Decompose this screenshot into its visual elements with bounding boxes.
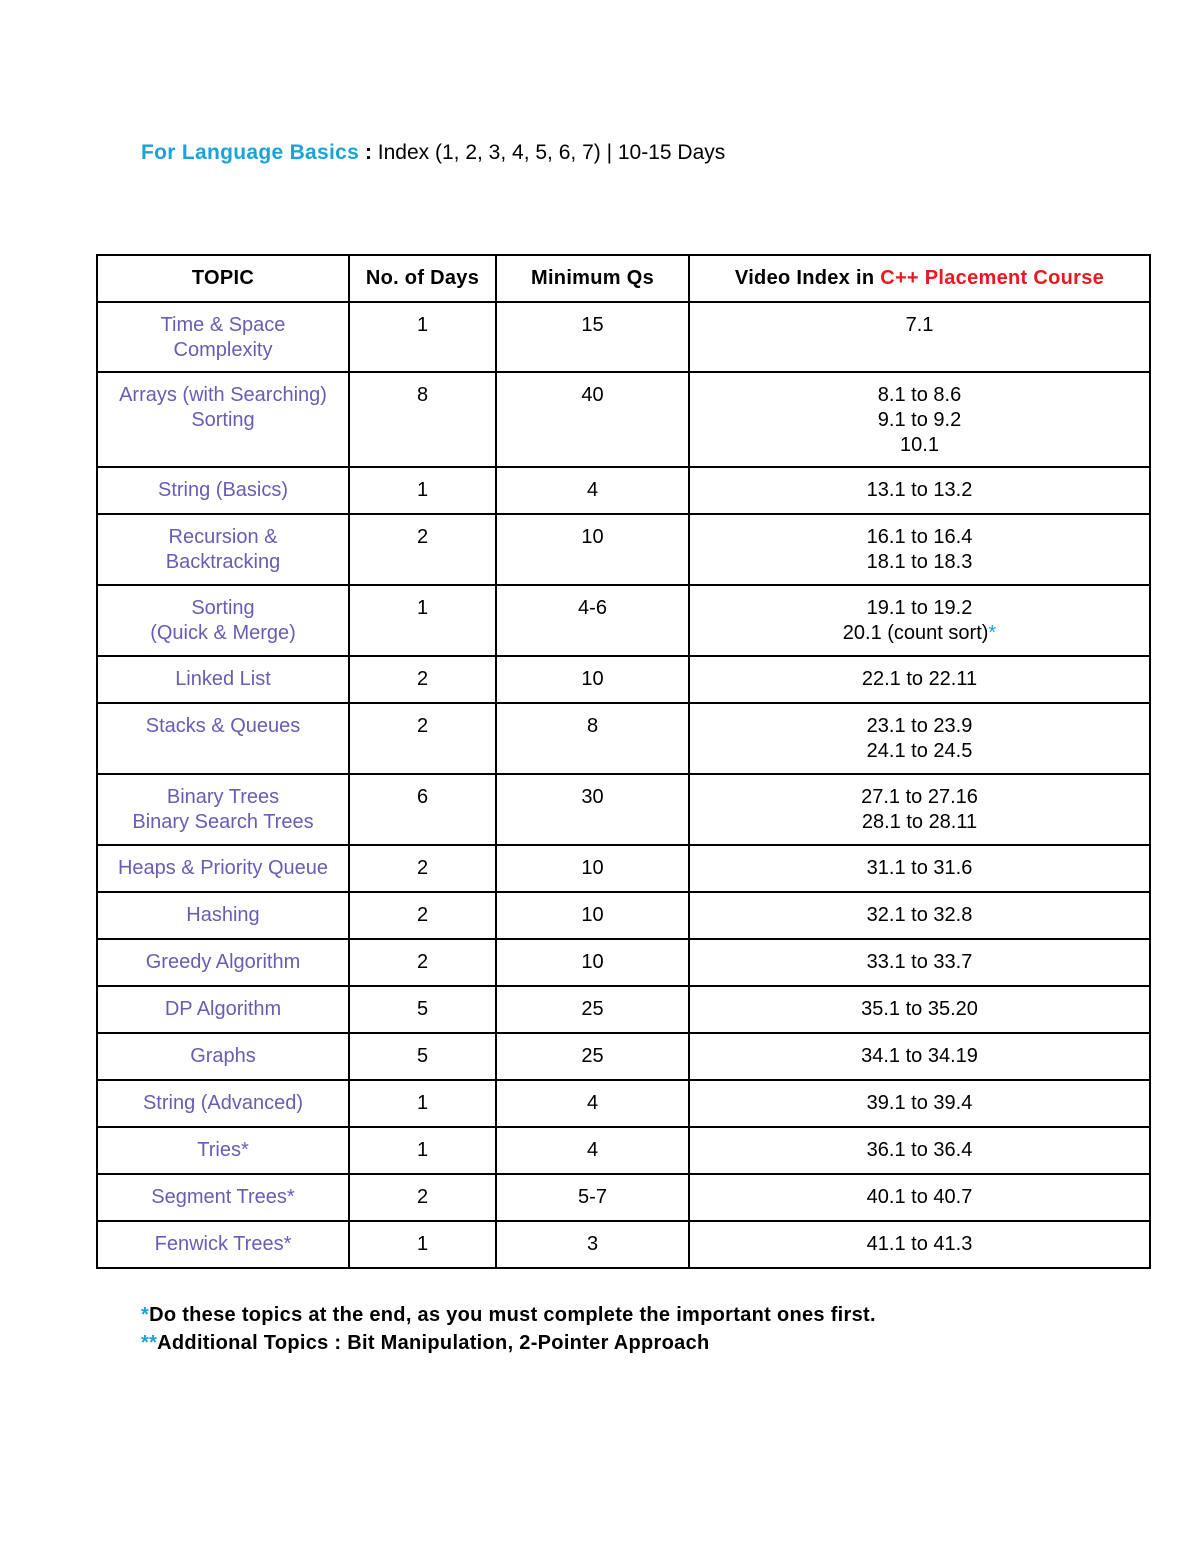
video-index-line [694,383,1145,408]
table-row [97,1127,1150,1174]
min-qs-cell: 8 [496,703,689,774]
video-index-cell [689,585,1150,656]
table-row [97,1080,1150,1127]
table-row [97,1174,1150,1221]
min-qs-cell: 4 [496,1127,689,1174]
min-qs-cell: 10 [496,939,689,986]
days-cell: 2 [349,656,496,703]
days-cell: 2 [349,845,496,892]
video-index-text: 19.1 to 19.2 [866,597,973,619]
video-index-text: 27.1 to 27.16 [861,786,978,808]
min-qs-cell: 4 [496,467,689,514]
header-course-name: C++ Placement Course [880,267,1105,289]
footnote-additional-topics [141,1332,710,1355]
days-cell: 2 [349,703,496,774]
video-index-text: 31.1 to 31.6 [866,857,973,879]
video-index-text: 41.1 to 41.3 [866,1233,973,1255]
min-qs-cell: 15 [496,302,689,372]
days-cell: 6 [349,774,496,845]
table-row [97,302,1150,372]
topic-cell [97,845,349,892]
days-cell: 2 [349,939,496,986]
topic-cell [97,467,349,514]
footnote-asterisk: * [141,1304,150,1326]
days-cell: 1 [349,302,496,372]
topic-cell [97,1221,349,1268]
video-index-text: 7.1 [905,314,934,336]
study-plan-table [96,254,1151,1269]
video-index-cell [689,372,1150,467]
video-index-line [694,950,1145,975]
video-index-line [694,1185,1145,1210]
min-qs-cell: 25 [496,1033,689,1080]
video-index-cell [689,845,1150,892]
min-qs-cell: 10 [496,514,689,585]
topic-line: Backtracking [165,551,281,573]
video-index-text: 10.1 [900,434,939,456]
header-days: No. of Days [349,255,496,302]
video-index-text: 39.1 to 39.4 [866,1092,973,1114]
table-header-row [97,255,1150,302]
intro-rest: Index (1, 2, 3, 4, 5, 6, 7) | 10-15 Days [377,141,726,164]
min-qs-cell: 25 [496,986,689,1033]
days-cell: 2 [349,1174,496,1221]
footnote-double-asterisk: ** [141,1332,158,1354]
min-qs-cell: 40 [496,372,689,467]
topic-line: Linked List [175,668,271,690]
topic-line: Heaps & Priority Queue [117,857,329,879]
intro-separator: : [364,141,372,164]
days-cell: 2 [349,514,496,585]
video-index-text: 35.1 to 35.20 [861,998,978,1020]
topic-cell [97,703,349,774]
topic-cell [97,774,349,845]
table-row [97,372,1150,467]
days-cell: 5 [349,1033,496,1080]
header-min-qs: Minimum Qs [496,255,689,302]
video-index-cell [689,1127,1150,1174]
video-index-text: 32.1 to 32.8 [866,904,973,926]
topic-cell [97,939,349,986]
table-row [97,1033,1150,1080]
topic-cell [97,372,349,467]
video-index-line [694,1232,1145,1257]
topic-cell [97,585,349,656]
topic-cell [97,302,349,372]
days-cell: 5 [349,986,496,1033]
topic-cell [97,986,349,1033]
topic-cell [97,1033,349,1080]
min-qs-cell: 4 [496,1080,689,1127]
topic-line: Sorting [191,597,255,619]
table-row [97,986,1150,1033]
topic-line: String (Basics) [157,479,289,501]
topic-line: Recursion & [168,526,278,548]
topic-line: Binary Trees [166,786,280,808]
min-qs-cell: 5-7 [496,1174,689,1221]
min-qs-cell: 30 [496,774,689,845]
video-index-line [694,667,1145,692]
video-index-line [694,550,1145,575]
table-row [97,656,1150,703]
topic-line: DP Algorithm [164,998,282,1020]
video-index-cell [689,302,1150,372]
topic-cell [97,892,349,939]
video-index-cell [689,774,1150,845]
video-index-cell [689,514,1150,585]
video-index-line [694,621,1145,646]
video-index-line [694,810,1145,835]
topic-line: Sorting [191,409,255,431]
video-index-line [694,785,1145,810]
footnote-additional-topics-text: Additional Topics : Bit Manipulation, 2-Pointer Approach [157,1332,710,1354]
video-index-line [694,1044,1145,1069]
table-row [97,892,1150,939]
video-index-line [694,313,1145,338]
video-index-cell [689,1080,1150,1127]
table-row [97,467,1150,514]
video-index-cell [689,656,1150,703]
video-index-line [694,1138,1145,1163]
topic-line: Arrays (with Searching) [119,384,327,406]
video-index-cell [689,1033,1150,1080]
topic-cell [97,1080,349,1127]
video-index-text: 24.1 to 24.5 [866,740,973,762]
days-cell: 1 [349,1221,496,1268]
topic-cell [97,656,349,703]
video-index-text: 23.1 to 23.9 [866,715,973,737]
video-index-text: 13.1 to 13.2 [866,479,973,501]
topic-cell [97,1127,349,1174]
video-index-text: 34.1 to 34.19 [861,1045,978,1067]
min-qs-cell: 10 [496,845,689,892]
video-index-text: 16.1 to 16.4 [866,526,973,548]
days-cell: 1 [349,467,496,514]
topic-cell [97,1174,349,1221]
video-index-text: 8.1 to 8.6 [877,384,962,406]
video-index-text: 28.1 to 28.11 [861,811,978,833]
video-index-text: 36.1 to 36.4 [866,1139,973,1161]
header-video-index [689,255,1150,302]
video-index-line [694,714,1145,739]
video-index-text: 20.1 (count sort) [842,622,989,644]
days-cell: 1 [349,1127,496,1174]
intro-line [141,141,725,165]
video-index-text: 33.1 to 33.7 [866,951,973,973]
min-qs-cell: 4-6 [496,585,689,656]
video-index-cell [689,939,1150,986]
min-qs-cell: 3 [496,1221,689,1268]
optional-marker: * [988,622,997,644]
topic-line: Stacks & Queues [145,715,301,737]
days-cell: 1 [349,585,496,656]
video-index-text: 9.1 to 9.2 [877,409,962,431]
days-cell: 2 [349,892,496,939]
topic-line: (Quick & Merge) [150,622,296,644]
intro-lead: For Language Basics [141,141,360,164]
topic-cell [97,514,349,585]
video-index-line [694,997,1145,1022]
min-qs-cell: 10 [496,892,689,939]
video-index-line [694,1091,1145,1116]
footnote-end-topics-text: Do these topics at the end, as you must complete the important ones first. [149,1304,876,1326]
video-index-line [694,739,1145,764]
topic-line: String (Advanced) [142,1092,304,1114]
days-cell: 1 [349,1080,496,1127]
video-index-line [694,596,1145,621]
topic-line: Tries* [197,1139,249,1161]
video-index-line [694,408,1145,433]
days-cell: 8 [349,372,496,467]
table-body [97,302,1150,1268]
topic-line: Binary Search Trees [132,811,314,833]
topic-line: Fenwick Trees* [154,1233,292,1255]
table-row [97,514,1150,585]
video-index-cell [689,1174,1150,1221]
table-row [97,939,1150,986]
video-index-cell [689,1221,1150,1268]
topic-line: Greedy Algorithm [145,951,301,973]
video-index-text: 18.1 to 18.3 [866,551,973,573]
video-index-cell [689,892,1150,939]
header-video-prefix: Video Index in [734,267,875,289]
table-row [97,845,1150,892]
topic-line: Hashing [186,904,260,926]
topic-line: Complexity [173,339,273,361]
video-index-cell [689,467,1150,514]
video-index-cell [689,986,1150,1033]
table-row [97,585,1150,656]
topic-line: Time & Space [160,314,286,336]
table-row [97,703,1150,774]
video-index-line [694,903,1145,928]
min-qs-cell: 10 [496,656,689,703]
table-row [97,774,1150,845]
video-index-text: 40.1 to 40.7 [866,1186,973,1208]
video-index-line [694,433,1145,458]
video-index-line [694,525,1145,550]
footnote-end-topics [141,1304,876,1327]
header-topic: TOPIC [97,255,349,302]
topic-line: Segment Trees* [151,1186,295,1208]
video-index-cell [689,703,1150,774]
video-index-text: 22.1 to 22.11 [861,668,978,690]
video-index-line [694,856,1145,881]
video-index-line [694,478,1145,503]
table-row [97,1221,1150,1268]
topic-line: Graphs [190,1045,256,1067]
